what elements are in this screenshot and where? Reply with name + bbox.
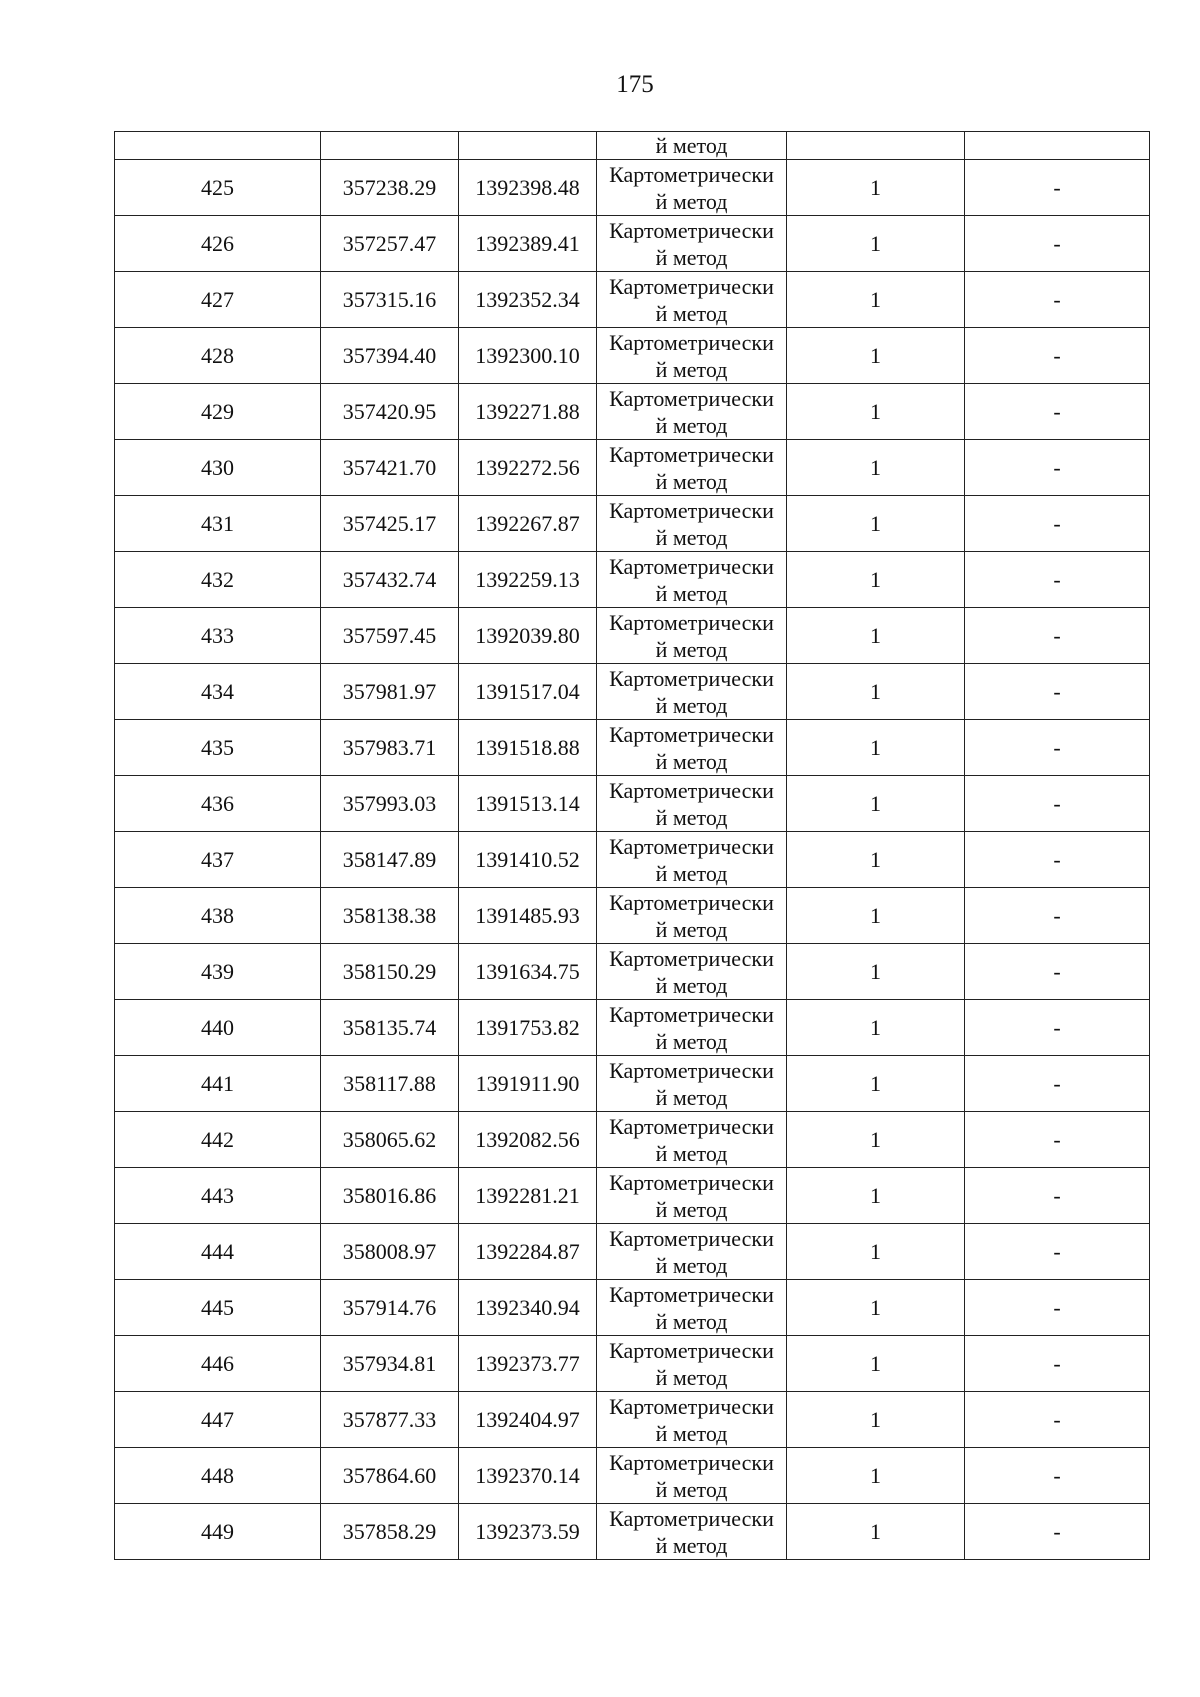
accuracy-cell: 1	[787, 1112, 965, 1168]
method-line-2: й метод	[655, 860, 728, 886]
accuracy-cell: 1	[787, 720, 965, 776]
y-coordinate-cell: 1392398.48	[459, 160, 597, 216]
point-number-cell: 442	[115, 1112, 321, 1168]
method-line-1: Картометрически	[609, 1113, 774, 1139]
x-coordinate-cell: 357420.95	[321, 384, 459, 440]
table-row	[115, 776, 1150, 832]
point-number-cell: 440	[115, 1000, 321, 1056]
table-row	[115, 944, 1150, 1000]
table-row	[115, 160, 1150, 216]
note-cell: -	[965, 832, 1150, 888]
coordinates-table	[114, 131, 1150, 1560]
point-number-cell: 426	[115, 216, 321, 272]
method-line-2: й метод	[655, 1028, 728, 1054]
x-coordinate-cell: 357257.47	[321, 216, 459, 272]
method-line-2: й метод	[655, 1476, 728, 1502]
table-row	[115, 216, 1150, 272]
y-coordinate-cell: 1391753.82	[459, 1000, 597, 1056]
method-line-1: Картометрически	[609, 273, 774, 299]
point-number-cell: 425	[115, 160, 321, 216]
method-line-1: Картометрически	[609, 1337, 774, 1363]
method-line-2: й метод	[655, 1140, 728, 1166]
table-row	[115, 1448, 1150, 1504]
x-coordinate-cell: 357597.45	[321, 608, 459, 664]
y-coordinate-cell: 1392352.34	[459, 272, 597, 328]
method-line-1: Картометрически	[609, 441, 774, 467]
table-row	[115, 328, 1150, 384]
method-line-1: Картометрически	[609, 945, 774, 971]
x-coordinate-cell: 357394.40	[321, 328, 459, 384]
note-cell: -	[965, 664, 1150, 720]
method-line-2: й метод	[655, 636, 728, 662]
point-number-cell: 430	[115, 440, 321, 496]
method-cell	[597, 496, 787, 552]
note-cell: -	[965, 888, 1150, 944]
method-cell	[597, 1504, 787, 1560]
note-cell: -	[965, 944, 1150, 1000]
y-coordinate-cell: 1391513.14	[459, 776, 597, 832]
method-tail: й метод	[655, 133, 728, 158]
method-cell	[597, 1056, 787, 1112]
accuracy-cell: 1	[787, 1168, 965, 1224]
accuracy-cell: 1	[787, 944, 965, 1000]
method-cell	[597, 1336, 787, 1392]
y-coordinate-cell: 1392284.87	[459, 1224, 597, 1280]
y-coordinate-cell: 1392300.10	[459, 328, 597, 384]
method-line-1: Картометрически	[609, 1505, 774, 1531]
point-number-cell: 444	[115, 1224, 321, 1280]
note-cell: -	[965, 328, 1150, 384]
method-line-1: Картометрически	[609, 497, 774, 523]
method-line-1: Картометрически	[609, 1449, 774, 1475]
method-cell	[597, 832, 787, 888]
x-coordinate-cell: 358147.89	[321, 832, 459, 888]
note-cell: -	[965, 1112, 1150, 1168]
table-row	[115, 384, 1150, 440]
x-coordinate-cell: 358008.97	[321, 1224, 459, 1280]
method-line-2: й метод	[655, 524, 728, 550]
method-line-2: й метод	[655, 1420, 728, 1446]
note-cell: -	[965, 1056, 1150, 1112]
x-coordinate-cell: 357425.17	[321, 496, 459, 552]
table-row	[115, 664, 1150, 720]
y-coordinate-cell: 1392082.56	[459, 1112, 597, 1168]
method-cell	[597, 272, 787, 328]
table-cell	[787, 132, 965, 160]
method-cell	[597, 440, 787, 496]
method-line-2: й метод	[655, 244, 728, 270]
table-row	[115, 1280, 1150, 1336]
method-line-1: Картометрически	[609, 553, 774, 579]
table-cell	[115, 132, 321, 160]
y-coordinate-cell: 1392259.13	[459, 552, 597, 608]
y-coordinate-cell: 1392389.41	[459, 216, 597, 272]
note-cell: -	[965, 160, 1150, 216]
table-row	[115, 1392, 1150, 1448]
x-coordinate-cell: 357421.70	[321, 440, 459, 496]
method-line-1: Картометрически	[609, 329, 774, 355]
x-coordinate-cell: 357983.71	[321, 720, 459, 776]
method-cell	[597, 552, 787, 608]
method-cell	[597, 1392, 787, 1448]
note-cell: -	[965, 552, 1150, 608]
accuracy-cell: 1	[787, 832, 965, 888]
point-number-cell: 433	[115, 608, 321, 664]
table-row	[115, 1000, 1150, 1056]
accuracy-cell: 1	[787, 440, 965, 496]
note-cell: -	[965, 272, 1150, 328]
method-line-1: Картометрически	[609, 217, 774, 243]
method-cell	[597, 328, 787, 384]
method-cell	[597, 1280, 787, 1336]
point-number-cell: 449	[115, 1504, 321, 1560]
method-line-1: Картометрически	[609, 1057, 774, 1083]
note-cell: -	[965, 1448, 1150, 1504]
method-line-2: й метод	[655, 580, 728, 606]
method-cell	[597, 944, 787, 1000]
x-coordinate-cell: 357238.29	[321, 160, 459, 216]
method-line-1: Картометрически	[609, 1281, 774, 1307]
method-line-2: й метод	[655, 356, 728, 382]
table-row	[115, 888, 1150, 944]
x-coordinate-cell: 357914.76	[321, 1280, 459, 1336]
method-cell	[597, 1168, 787, 1224]
note-cell: -	[965, 776, 1150, 832]
method-line-1: Картометрически	[609, 665, 774, 691]
method-cell	[597, 132, 787, 160]
point-number-cell: 443	[115, 1168, 321, 1224]
y-coordinate-cell: 1392271.88	[459, 384, 597, 440]
y-coordinate-cell: 1391410.52	[459, 832, 597, 888]
accuracy-cell: 1	[787, 664, 965, 720]
table-row	[115, 496, 1150, 552]
x-coordinate-cell: 357877.33	[321, 1392, 459, 1448]
note-cell: -	[965, 1224, 1150, 1280]
method-line-1: Картометрически	[609, 1169, 774, 1195]
method-line-2: й метод	[655, 1364, 728, 1390]
method-line-2: й метод	[655, 188, 728, 214]
table-cell	[965, 132, 1150, 160]
x-coordinate-cell: 357981.97	[321, 664, 459, 720]
method-line-2: й метод	[655, 468, 728, 494]
accuracy-cell: 1	[787, 216, 965, 272]
point-number-cell: 428	[115, 328, 321, 384]
note-cell: -	[965, 1000, 1150, 1056]
method-line-2: й метод	[655, 1532, 728, 1558]
method-line-1: Картометрически	[609, 777, 774, 803]
note-cell: -	[965, 1280, 1150, 1336]
accuracy-cell: 1	[787, 496, 965, 552]
method-line-2: й метод	[655, 804, 728, 830]
method-line-2: й метод	[655, 916, 728, 942]
y-coordinate-cell: 1391911.90	[459, 1056, 597, 1112]
point-number-cell: 435	[115, 720, 321, 776]
method-cell	[597, 888, 787, 944]
accuracy-cell: 1	[787, 328, 965, 384]
method-line-2: й метод	[655, 1196, 728, 1222]
method-line-1: Картометрически	[609, 1225, 774, 1251]
table-row	[115, 832, 1150, 888]
table-row	[115, 720, 1150, 776]
accuracy-cell: 1	[787, 384, 965, 440]
method-cell	[597, 216, 787, 272]
continuation-row	[115, 132, 1150, 160]
accuracy-cell: 1	[787, 160, 965, 216]
x-coordinate-cell: 358016.86	[321, 1168, 459, 1224]
point-number-cell: 446	[115, 1336, 321, 1392]
point-number-cell: 434	[115, 664, 321, 720]
table-row	[115, 552, 1150, 608]
method-line-2: й метод	[655, 300, 728, 326]
note-cell: -	[965, 1168, 1150, 1224]
method-cell	[597, 160, 787, 216]
y-coordinate-cell: 1391518.88	[459, 720, 597, 776]
x-coordinate-cell: 358117.88	[321, 1056, 459, 1112]
x-coordinate-cell: 357315.16	[321, 272, 459, 328]
accuracy-cell: 1	[787, 1280, 965, 1336]
method-line-2: й метод	[655, 692, 728, 718]
accuracy-cell: 1	[787, 1000, 965, 1056]
point-number-cell: 427	[115, 272, 321, 328]
accuracy-cell: 1	[787, 776, 965, 832]
page-number: 175	[616, 71, 654, 98]
note-cell: -	[965, 496, 1150, 552]
accuracy-cell: 1	[787, 1336, 965, 1392]
point-number-cell: 438	[115, 888, 321, 944]
y-coordinate-cell: 1391634.75	[459, 944, 597, 1000]
y-coordinate-cell: 1392370.14	[459, 1448, 597, 1504]
method-cell	[597, 1448, 787, 1504]
accuracy-cell: 1	[787, 1504, 965, 1560]
y-coordinate-cell: 1392272.56	[459, 440, 597, 496]
point-number-cell: 448	[115, 1448, 321, 1504]
x-coordinate-cell: 357934.81	[321, 1336, 459, 1392]
table-row	[115, 1056, 1150, 1112]
table-cell	[321, 132, 459, 160]
method-cell	[597, 776, 787, 832]
method-cell	[597, 664, 787, 720]
method-line-2: й метод	[655, 1084, 728, 1110]
x-coordinate-cell: 357864.60	[321, 1448, 459, 1504]
accuracy-cell: 1	[787, 1392, 965, 1448]
accuracy-cell: 1	[787, 1224, 965, 1280]
table-row	[115, 1112, 1150, 1168]
note-cell: -	[965, 440, 1150, 496]
x-coordinate-cell: 357993.03	[321, 776, 459, 832]
y-coordinate-cell: 1392373.59	[459, 1504, 597, 1560]
method-line-2: й метод	[655, 1308, 728, 1334]
method-line-1: Картометрически	[609, 385, 774, 411]
method-line-1: Картометрически	[609, 1393, 774, 1419]
x-coordinate-cell: 358065.62	[321, 1112, 459, 1168]
method-line-1: Картометрически	[609, 1001, 774, 1027]
point-number-cell: 447	[115, 1392, 321, 1448]
x-coordinate-cell: 357432.74	[321, 552, 459, 608]
table-row	[115, 608, 1150, 664]
note-cell: -	[965, 1392, 1150, 1448]
accuracy-cell: 1	[787, 1056, 965, 1112]
note-cell: -	[965, 720, 1150, 776]
y-coordinate-cell: 1392404.97	[459, 1392, 597, 1448]
method-cell	[597, 608, 787, 664]
y-coordinate-cell: 1392281.21	[459, 1168, 597, 1224]
x-coordinate-cell: 358138.38	[321, 888, 459, 944]
method-line-2: й метод	[655, 1252, 728, 1278]
method-cell	[597, 1112, 787, 1168]
method-cell	[597, 720, 787, 776]
y-coordinate-cell: 1392039.80	[459, 608, 597, 664]
method-line-2: й метод	[655, 748, 728, 774]
method-cell	[597, 1224, 787, 1280]
accuracy-cell: 1	[787, 272, 965, 328]
point-number-cell: 437	[115, 832, 321, 888]
y-coordinate-cell: 1391485.93	[459, 888, 597, 944]
table-row	[115, 440, 1150, 496]
table-cell	[459, 132, 597, 160]
point-number-cell: 432	[115, 552, 321, 608]
x-coordinate-cell: 357858.29	[321, 1504, 459, 1560]
y-coordinate-cell: 1392267.87	[459, 496, 597, 552]
accuracy-cell: 1	[787, 1448, 965, 1504]
table-row	[115, 1336, 1150, 1392]
note-cell: -	[965, 608, 1150, 664]
table-row	[115, 1168, 1150, 1224]
method-cell	[597, 384, 787, 440]
method-line-1: Картометрически	[609, 889, 774, 915]
table-row	[115, 1504, 1150, 1560]
method-cell	[597, 1000, 787, 1056]
accuracy-cell: 1	[787, 552, 965, 608]
method-line-1: Картометрически	[609, 609, 774, 635]
x-coordinate-cell: 358135.74	[321, 1000, 459, 1056]
table-row	[115, 272, 1150, 328]
x-coordinate-cell: 358150.29	[321, 944, 459, 1000]
method-line-2: й метод	[655, 412, 728, 438]
note-cell: -	[965, 216, 1150, 272]
point-number-cell: 445	[115, 1280, 321, 1336]
y-coordinate-cell: 1391517.04	[459, 664, 597, 720]
note-cell: -	[965, 1336, 1150, 1392]
y-coordinate-cell: 1392373.77	[459, 1336, 597, 1392]
accuracy-cell: 1	[787, 888, 965, 944]
point-number-cell: 439	[115, 944, 321, 1000]
point-number-cell: 436	[115, 776, 321, 832]
method-line-1: Картометрически	[609, 721, 774, 747]
y-coordinate-cell: 1392340.94	[459, 1280, 597, 1336]
point-number-cell: 441	[115, 1056, 321, 1112]
method-line-2: й метод	[655, 972, 728, 998]
method-line-1: Картометрически	[609, 161, 774, 187]
point-number-cell: 429	[115, 384, 321, 440]
table-row	[115, 1224, 1150, 1280]
note-cell: -	[965, 384, 1150, 440]
accuracy-cell: 1	[787, 608, 965, 664]
note-cell: -	[965, 1504, 1150, 1560]
point-number-cell: 431	[115, 496, 321, 552]
method-line-1: Картометрически	[609, 833, 774, 859]
